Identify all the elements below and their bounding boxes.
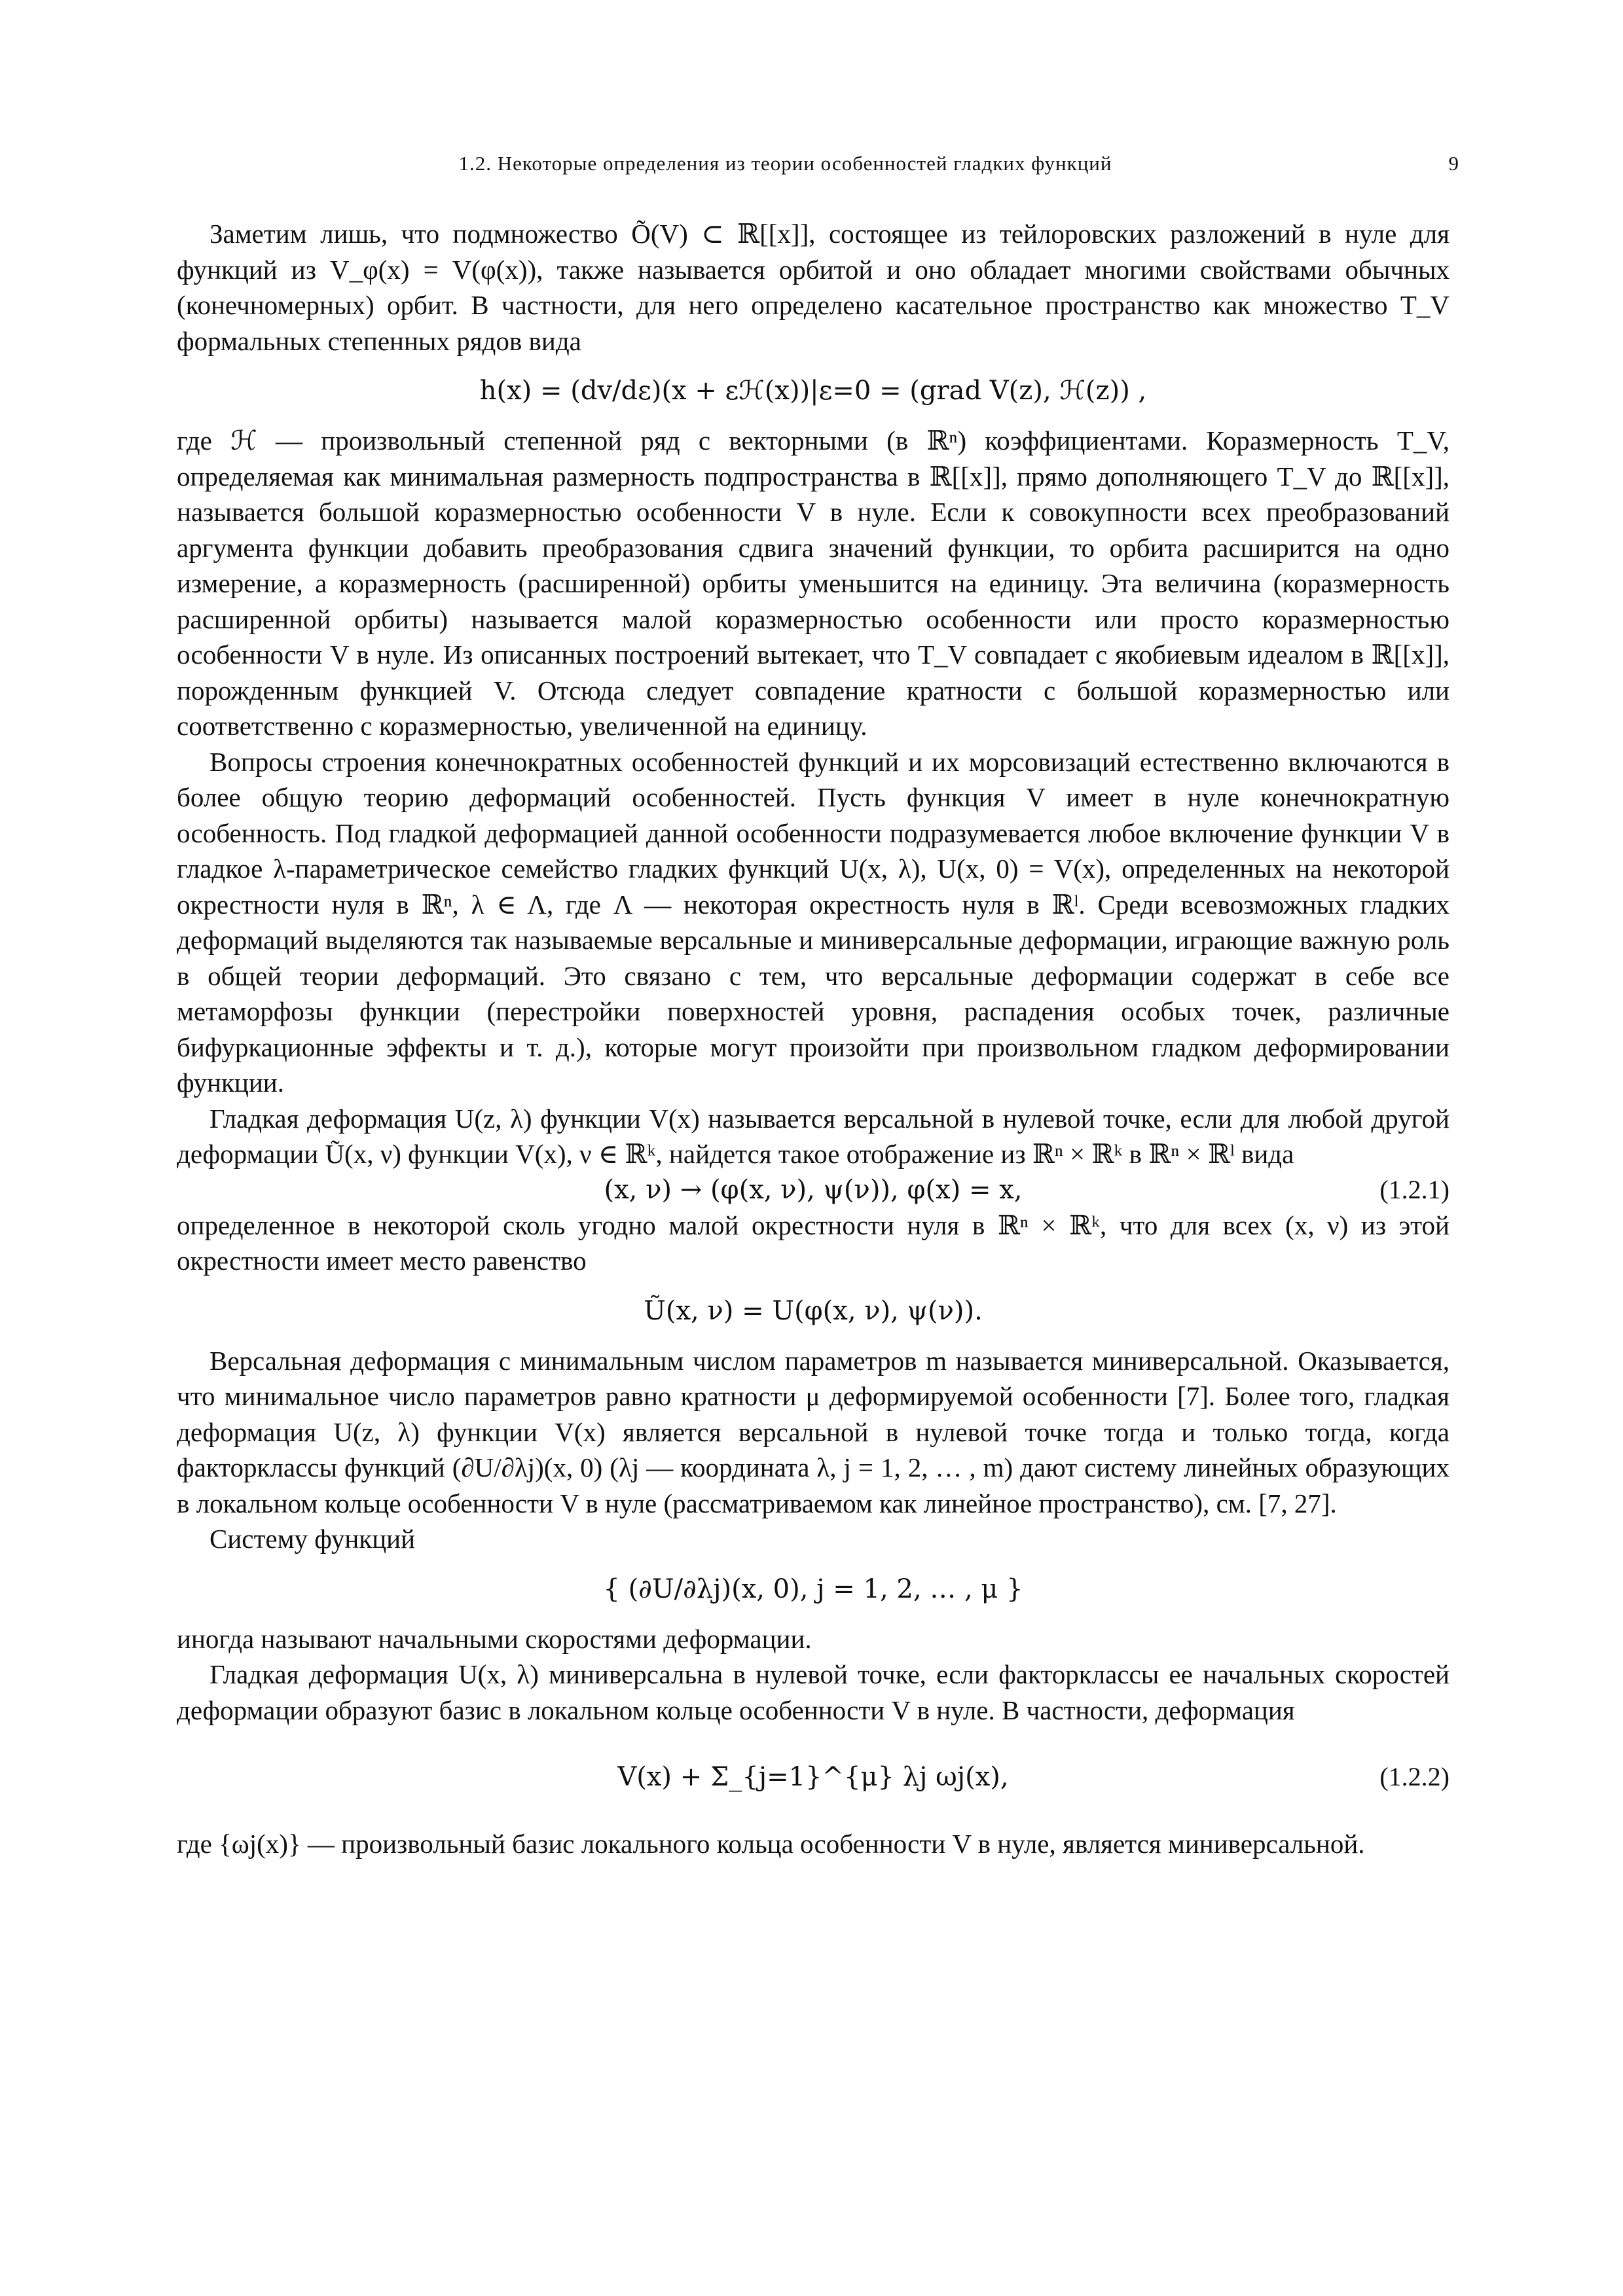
equation-h: h(x) = (dv/dε)(x + εℋ(x))|ε=0 = (grad V(z), ℋ(z)) ,: [479, 376, 1147, 406]
equation-initial-velocities: { (∂U/∂λj)(x, 0), j = 1, 2, … , μ }: [603, 1573, 1023, 1604]
running-head: [164, 152, 1459, 185]
equation-1-2-2-body: V(x) + Σ_{j=1}^{μ} λj ωj(x),: [617, 1762, 1009, 1792]
equation-1-2-1: [177, 1172, 1450, 1208]
paragraph-3: Вопросы строения конечнократных особенностей функций и их морсовизаций естественно включаются в более общую теорию деформаций особенностей. Пусть функция V имеет в нуле конечнократную особенность. Под гладкой деформацией данной особенности подразумевается любое включение функции V в гладкое λ-параметрическое семейство гладких функций U(x, λ), U(x, 0) = V(x), определенных на некоторой окрестности нуля в ℝⁿ, λ ∈ Λ, где Λ — некоторая окрестность нуля в ℝˡ. Среди всевозможных гладких деформаций выделяются так называемые версальные и миниверсальные деформации, играющие важную роль в общей теории деформаций. Это связано с тем, что версальные деформации содержат в себе все метаморфозы функции (перестройки поверхностей уровня, распадения особых точек, различные бифуркационные эффекты и т. д.), которые могут произойти при произвольном гладком деформировании функции.: [177, 746, 1450, 1098]
body-text: [177, 216, 1450, 1862]
paragraph-7: Систему функций: [210, 1524, 416, 1554]
running-title: 1.2. Некоторые определения из теории особенностей гладких функций: [458, 152, 1112, 175]
equation-1-2-2-number: (1.2.2): [1379, 1762, 1450, 1791]
equation-1-2-2: [177, 1728, 1450, 1826]
paragraph-1: Заметим лишь, что подмножество Õ(V) ⊂ ℝ[[x]], состоящее из тейлоровских разложений в нуле для функций из V_φ(x) = V(φ(x)), также называется орбитой и оно обладает многими свойствами обычных (конечномерных) орбит. В частности, для него определено касательное пространство как множество T_V формальных степенных рядов вида: [177, 219, 1450, 356]
paragraph-4: Гладкая деформация U(z, λ) функции V(x) называется версальной в нулевой точке, если для любой другой деформации Ũ(x, ν) функции V(x), ν ∈ ℝᵏ, найдется такое отображение из ℝⁿ × ℝᵏ в ℝⁿ × ℝˡ вида: [177, 1103, 1450, 1169]
equation-u-tilde: Ũ(x, ν) = U(φ(x, ν), ψ(ν)).: [644, 1295, 983, 1326]
equation-1-2-1-number: (1.2.1): [1379, 1174, 1450, 1204]
paragraph-9: Гладкая деформация U(x, λ) миниверсальна в нулевой точке, если факторклассы ее начальных скоростей деформации образуют базис в локальном кольце особенности V в нуле. В частности, деформация: [177, 1659, 1450, 1725]
page-number: 9: [1448, 152, 1459, 175]
paragraph-6: Версальная деформация с минимальным числом параметров m называется миниверсальной. Оказывается, что минимальное число параметров равно кратности μ деформируемой особенности [7]. Более того, гладкая деформация U(z, λ) функции V(x) является версальной в нулевой точке тогда и только тогда, когда факторклассы функций (∂U/∂λj)(x, 0) (λj — координата λ, j = 1, 2, … , m) дают систему линейных образующих в локальном кольце особенности V в нуле (рассматриваемом как линейное пространство), см. [7, 27].: [177, 1345, 1450, 1518]
paragraph-8: иногда называют начальными скоростями деформации.: [177, 1623, 812, 1654]
equation-1-2-1-body: (x, ν) → (φ(x, ν), ψ(ν)), φ(x) = x,: [604, 1174, 1023, 1205]
paragraph-10: где {ωj(x)} — произвольный базис локального кольца особенности V в нуле, является миниверсальной.: [177, 1829, 1365, 1859]
paragraph-5: определенное в некоторой сколь угодно малой окрестности нуля в ℝⁿ × ℝᵏ, что для всех (x, ν) из этой окрестности имеет место равенство: [177, 1210, 1450, 1276]
paragraph-2: где ℋ — произвольный степенной ряд с векторными (в ℝⁿ) коэффициентами. Коразмерность T_V, определяемая как минимальная размерность подпространства в ℝ[[x]], прямо дополняющего T_V до ℝ[[x]], называется большой коразмерностью особенности V в нуле. Если к совокупности всех преобразований аргумента функции добавить преобразования сдвига значений функции, то орбита расширится на одно измерение, а коразмерность (расширенной) орбиты уменьшится на единицу. Эта величина (коразмерность расширенной орбиты) называется малой коразмерностью особенности или просто коразмерностью особенности V в нуле. Из описанных построений вытекает, что T_V совпадает с якобиевым идеалом в ℝ[[x]], порожденным функцией V. Отсюда следует совпадение кратности с большой коразмерностью или соответственно с коразмерностью, увеличенной на единицу.: [177, 425, 1450, 741]
